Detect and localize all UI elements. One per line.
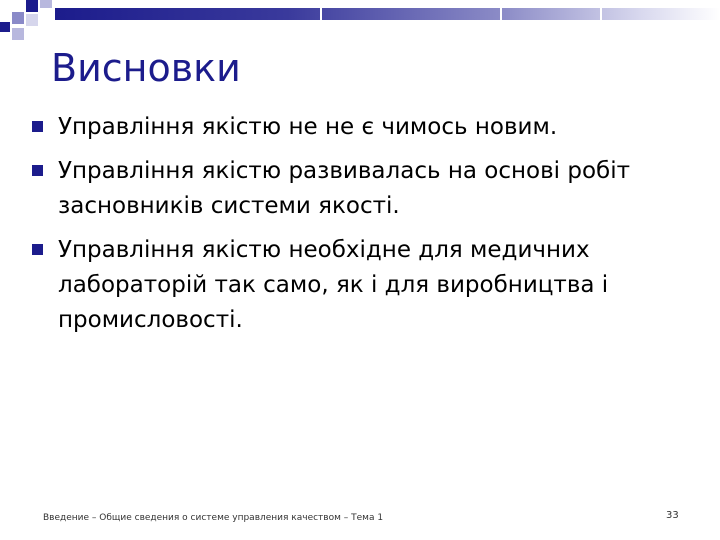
header-band-divider: [500, 8, 502, 20]
square-bullet-icon: [32, 165, 43, 176]
bullet-item: [32, 154, 682, 224]
slide-footer: Введение – Общие сведения о системе управления качеством – Тема 1: [43, 513, 384, 523]
decor-square: [40, 0, 52, 8]
decor-square: [12, 12, 24, 24]
header-band: [55, 8, 720, 20]
bullet-text: Управління якістю не не є чимось новим.: [58, 114, 558, 140]
square-bullet-icon: [32, 121, 43, 132]
header-band-divider: [600, 8, 602, 20]
page-number: 33: [666, 510, 679, 521]
bullet-list: [32, 110, 682, 347]
decor-square: [12, 28, 24, 40]
decor-square: [0, 22, 10, 32]
decor-square: [26, 0, 38, 12]
square-bullet-icon: [32, 244, 43, 255]
header-band-divider: [320, 8, 322, 20]
bullet-item: [32, 110, 682, 145]
bullet-text: Управління якістю необхідне для медичних лабораторій так само, як і для виробництва і промисловості.: [58, 237, 609, 333]
bullet-item: [32, 233, 682, 338]
decor-square: [26, 14, 38, 26]
slide-title: Висновки: [51, 46, 241, 90]
bullet-text: Управління якістю развивалась на основі робіт засновників системи якості.: [58, 158, 631, 219]
